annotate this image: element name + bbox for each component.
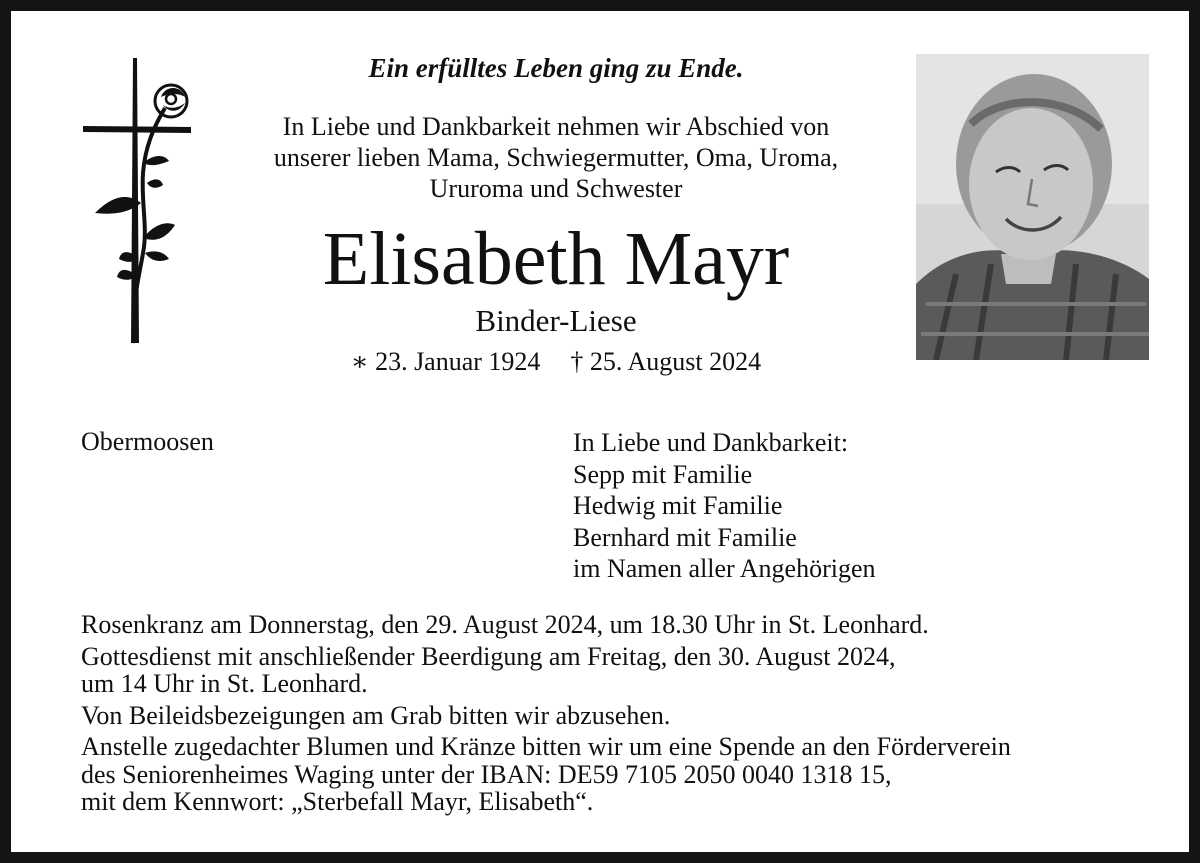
rosary-info — [81, 611, 1161, 639]
funeral-details — [81, 611, 1161, 820]
life-dates — [211, 347, 901, 377]
mourners-list — [573, 427, 876, 585]
intro-line: Ururoma und Schwester — [429, 174, 683, 203]
intro-line: unserer lieben Mama, Schwiegermutter, Oma, Uroma, — [273, 143, 839, 172]
mourner-item: im Namen aller Angehörigen — [573, 554, 876, 583]
rosary-line: Rosenkranz am Donnerstag, den 29. August 2024, um 18.30 Uhr in St. Leonhard. — [81, 610, 929, 639]
mourner-item: Bernhard mit Familie — [573, 522, 797, 552]
condolence-line: Von Beileidsbezeigungen am Grab bitten wir abzusehen. — [81, 700, 671, 730]
mourner-item: Sepp mit Familie — [573, 459, 753, 489]
donation-line: mit dem Kennwort: „Sterbefall Mayr, Elisabeth“. — [81, 787, 594, 816]
service-info — [81, 643, 1161, 698]
intro-text — [211, 111, 901, 204]
service-line: Gottesdienst mit anschließender Beerdigung am Freitag, den 30. August 2024, — [81, 641, 896, 671]
nickname: Binder-Liese — [475, 303, 637, 338]
portrait-photo — [916, 54, 1149, 360]
cross-with-rose-icon — [73, 53, 203, 353]
service-line: um 14 Uhr in St. Leonhard. — [81, 669, 368, 698]
donation-line: Anstelle zugedachter Blumen und Kränze bitten wir um eine Spende an den Förderverein — [81, 732, 1011, 761]
headline: Ein erfülltes Leben ging zu Ende. — [368, 53, 744, 83]
place-of-residence: Obermoosen — [81, 427, 214, 456]
condolence-info — [81, 702, 1161, 730]
birth-date: ∗ 23. Januar 1924 — [350, 347, 541, 376]
mourner-item: Hedwig mit Familie — [573, 491, 783, 520]
donation-info — [81, 733, 1161, 816]
mourners-heading: In Liebe und Dankbarkeit: — [573, 428, 849, 457]
death-date: † 25. August 2024 — [570, 347, 762, 376]
donation-line: des Seniorenheimes Waging unter der IBAN: DE59 7105 2050 0040 1318 15, — [81, 759, 892, 789]
intro-line: In Liebe und Dankbarkeit nehmen wir Abschied von — [282, 112, 830, 141]
deceased-name: Elisabeth Mayr — [322, 217, 790, 301]
